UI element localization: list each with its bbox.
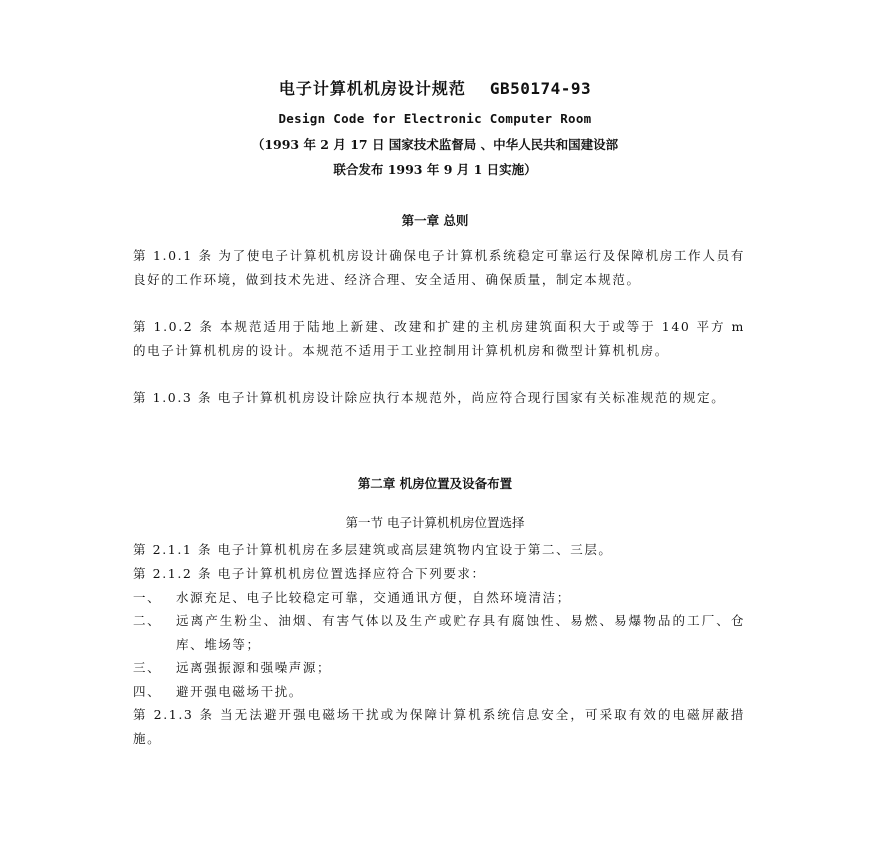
list-item xyxy=(133,586,745,610)
clause-2-1-3: 第 2.1.3 条 当无法避开强电磁场干扰或为保障计算机系统信息安全，可采取有效的电磁屏蔽措施。 xyxy=(133,707,745,746)
list-item-number: 四、 xyxy=(133,684,162,699)
list-item xyxy=(133,680,745,704)
title-code: GB50174-93 xyxy=(489,79,592,98)
list-item-text: 远离产生粉尘、油烟、有害气体以及生产或贮存具有腐蚀性、易燃、易爆物品的工厂、仓库、堆场等； xyxy=(176,613,745,652)
list-item-number: 二、 xyxy=(133,613,162,628)
list-item-text: 避开强电磁场干扰。 xyxy=(176,684,303,699)
section-1-heading: 第一节 电子计算机机房位置选择 xyxy=(345,515,525,530)
list-item xyxy=(133,609,745,656)
list-item-number: 三、 xyxy=(133,660,162,675)
clause-1-0-3: 第 1.0.3 条 电子计算机机房设计除应执行本规范外，尚应符合现行国家有关标准规范的规定。 xyxy=(133,390,726,405)
clause-2-1-1: 第 2.1.1 条 电子计算机机房在多层建筑或高层建筑物内宜设于第二、三层。 xyxy=(133,542,613,557)
list-item-text: 水源充足、电子比较稳定可靠，交通通讯方便，自然环境清洁； xyxy=(176,590,571,605)
publication-line-1: （1993 年 2 月 17 日 国家技术监督局 、中华人民共和国建设部 xyxy=(251,137,619,152)
clause-2-1-2: 第 2.1.2 条 电子计算机机房位置选择应符合下列要求： xyxy=(133,566,486,581)
list-item-text: 远离强振源和强噪声源； xyxy=(176,660,332,675)
title-cn: 电子计算机机房设计规范 xyxy=(278,79,466,98)
list-item-number: 一、 xyxy=(133,590,162,605)
document-title xyxy=(0,76,870,99)
title-english: Design Code for Electronic Computer Room xyxy=(278,111,592,126)
chapter-2-heading: 第二章 机房位置及设备布置 xyxy=(357,476,513,491)
clause-1-0-1: 第 1.0.1 条 为了使电子计算机机房设计确保电子计算机系统稳定可靠运行及保障机房工作人员有良好的工作环境，做到技术先进、经济合理、安全适用、确保质量，制定本规范。 xyxy=(133,248,745,287)
clause-1-0-2: 第 1.0.2 条 本规范适用于陆地上新建、改建和扩建的主机房建筑面积大于或等于 140 平方 m 的电子计算机机房的设计。本规范不适用于工业控制用计算机机房和微型计算机机房。 xyxy=(133,319,745,358)
list-item xyxy=(133,656,745,680)
chapter-1-heading: 第一章 总则 xyxy=(401,213,469,228)
publication-line-2: 联合发布 1993 年 9 月 1 日实施） xyxy=(333,162,537,177)
